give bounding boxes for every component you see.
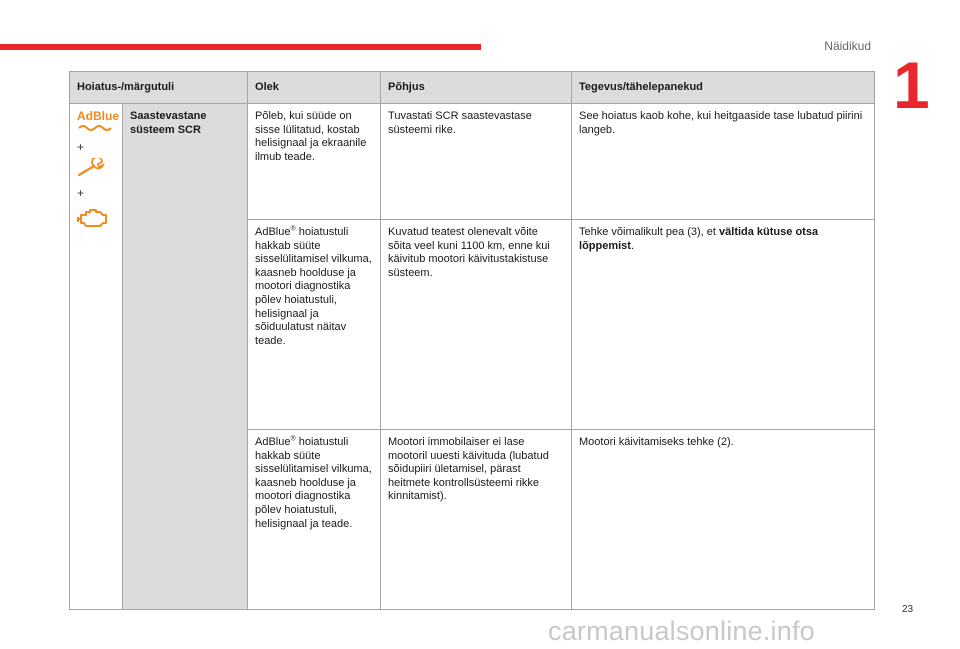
icon-cell [70,104,123,610]
action-text: See hoiatus kaob kohe, kui heitgaaside tase lubatud piirini langeb. [572,104,875,220]
state-text: AdBlue® hoiatustuli hakkab süüte sisselülitamisel vilkuma, kaasneb hoolduse ja mootori diagnostika põlev hoiatustuli, helisignaal ja sõiduulatust näitav teade. [248,220,381,430]
engine-icon [77,206,115,235]
header-action: Tegevus/tähelepanekud [572,72,875,104]
page-number: 23 [902,604,914,615]
system-name: Saastevastane süsteem SCR [123,104,248,610]
action-text: Tehke võimalikult pea (3), et vältida kütuse otsa lõppemist. [572,220,875,430]
header-warning-light: Hoiatus-/märgutuli [70,72,248,104]
plus-sign: + [77,186,85,201]
table-row [70,104,875,220]
adblue-icon-label: AdBlue [77,109,119,123]
chapter-accent-bar [0,44,481,50]
state-text: AdBlue® hoiatustuli hakkab süüte sisselülitamisel vilkuma, kaasneb hoolduse ja mootori diagnostika põlev hoiatustuli, helisignaal ja teade. [248,430,381,610]
state-text: Põleb, kui süüde on sisse lülitatud, kostab helisignaal ja ekraanile ilmub teade. [248,104,381,220]
cause-text: Mootori immobilaiser ei lase mootoril uuesti käivituda (lubatud sõidupiiri ületamisel, pärast heitmete kontrollsüsteemi rikke kinnitamist). [381,430,572,610]
header-state: Olek [248,72,381,104]
cause-text: Tuvastati SCR saastevastase süsteemi rike. [381,104,572,220]
watermark: carmanualsonline.info [548,616,815,646]
action-text: Mootori käivitamiseks tehke (2). [572,430,875,610]
section-title: Näidikud [824,39,871,53]
table-header-row [70,72,875,104]
warning-lights-table [69,71,875,610]
wrench-icon [77,158,115,183]
cause-text: Kuvatud teatest olenevalt võite sõita veel kuni 1100 km, enne kui käivitub mootori käivitustakistuse süsteem. [381,220,572,430]
plus-sign: + [77,139,85,154]
adblue-icon [77,109,119,136]
header-cause: Põhjus [381,72,572,104]
chapter-number: 1 [893,48,930,122]
